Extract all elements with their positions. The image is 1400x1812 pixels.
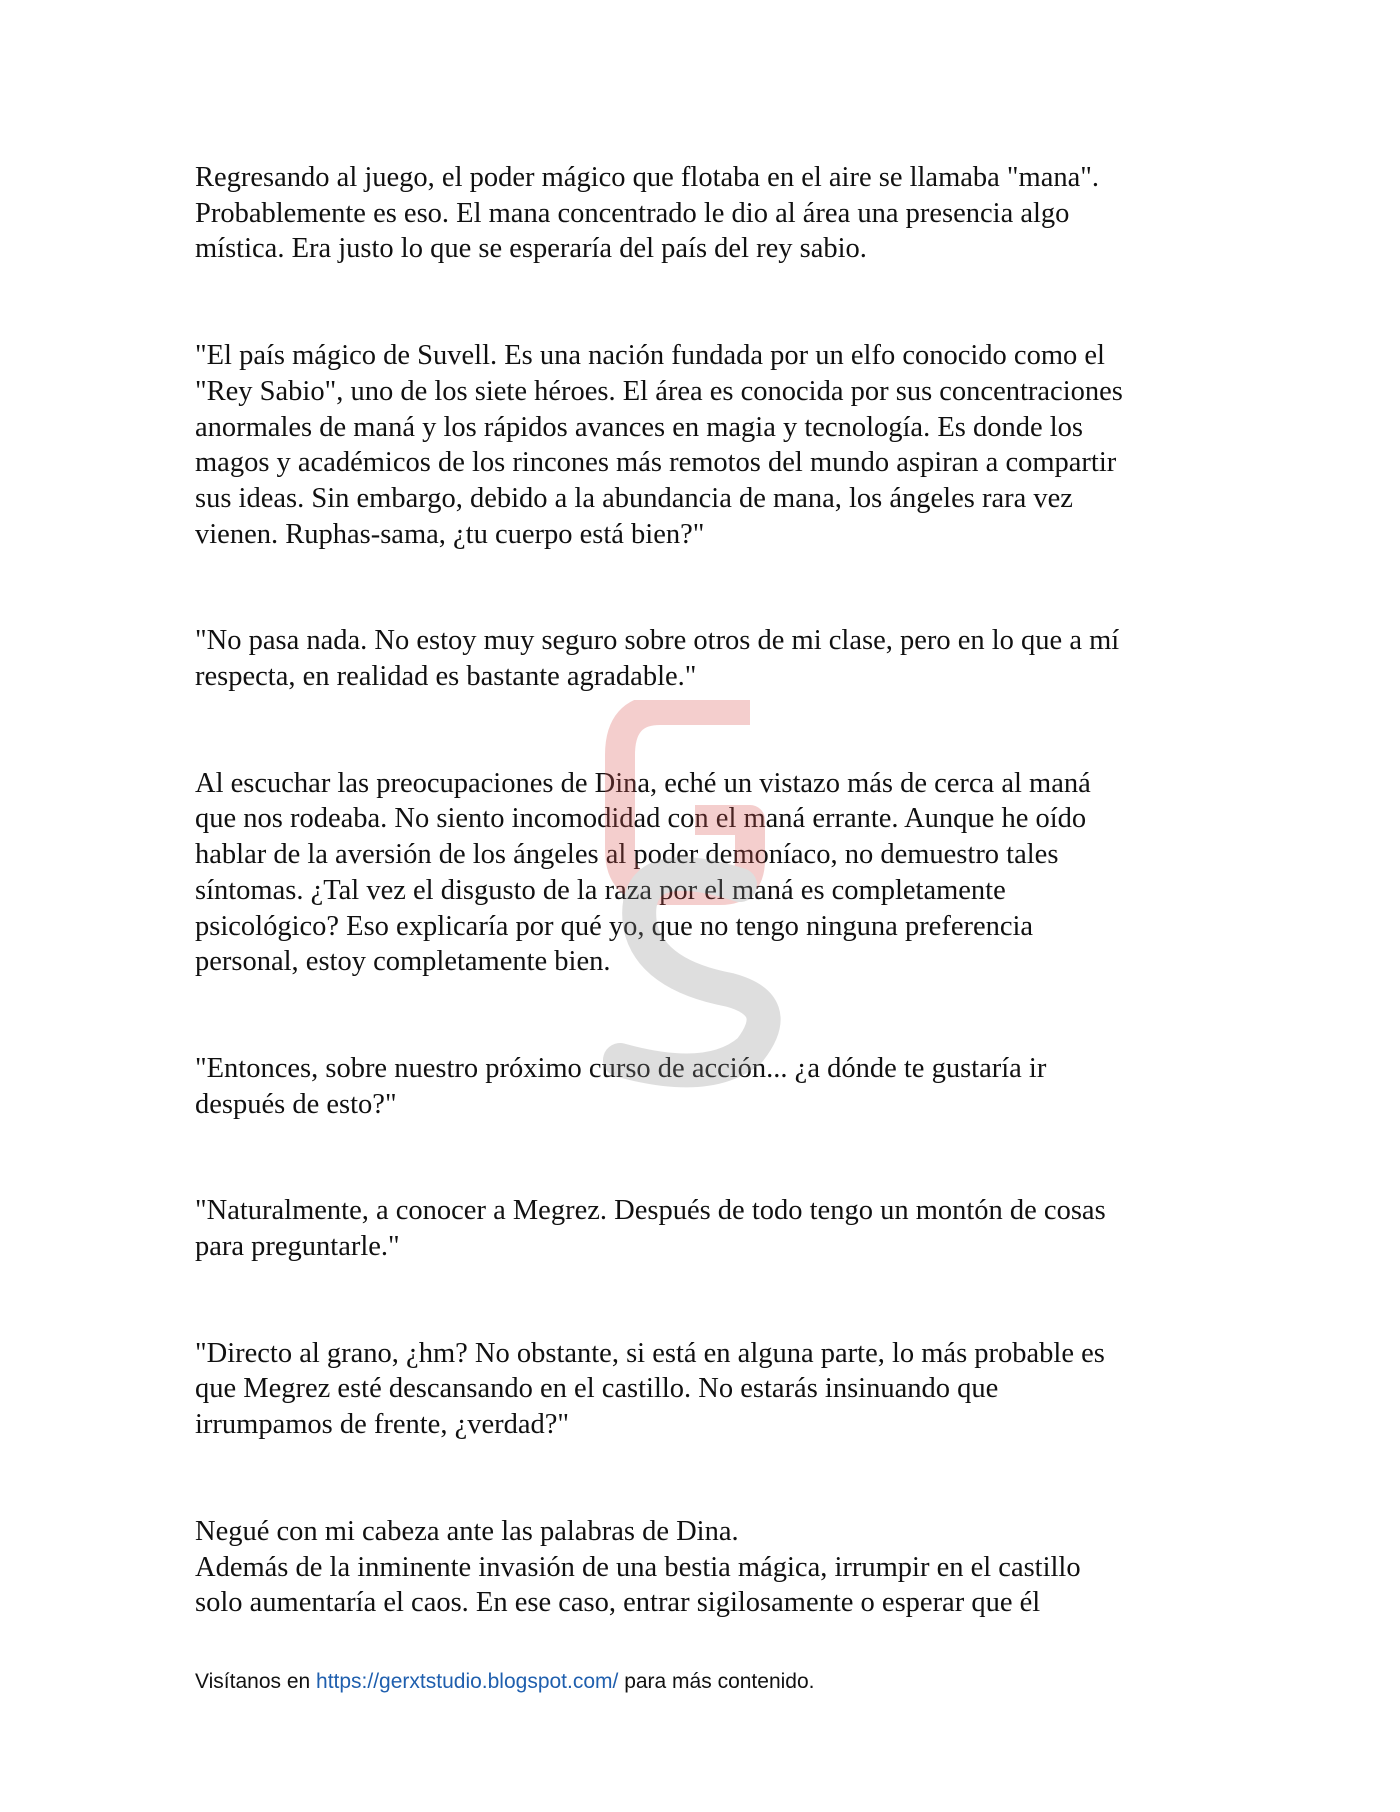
paragraph-gap	[195, 267, 1215, 338]
document-body	[195, 160, 1215, 1621]
footer-suffix: para más contenido.	[618, 1670, 815, 1693]
paragraph-gap	[195, 552, 1215, 623]
paragraph-1: Regresando al juego, el poder mágico que flotaba en el aire se llamaba "mana". Probablemente es eso. El mana concentrado le dio al área una presencia algo mística. Era justo lo que se esperaría del país del rey sabio.	[195, 162, 1100, 265]
paragraph-3: "No pasa nada. No estoy muy seguro sobre otros de mi clase, pero en lo que a mí respecta, en realidad es bastante agradable."	[195, 625, 1120, 693]
paragraph-gap	[195, 1122, 1215, 1193]
paragraph-7: "Directo al grano, ¿hm? No obstante, si está en alguna parte, lo más probable es que Megrez esté descansando en el castillo. No estarás insinuando que irrumpamos de frente, ¿verdad?"	[195, 1337, 1105, 1441]
paragraph-4: Al escuchar las preocupaciones de Dina, eché un vistazo más de cerca al maná que nos rodeaba. No siento incomodidad con el maná errante. Aunque he oído hablar de la aversión de los ángeles al poder demoníaco, no demuestro tales síntomas. ¿Tal vez el disgusto de la raza por el maná es completamente psicológico? Eso explicaría por qué yo, que no tengo ninguna preferencia personal, estoy completamente bien.	[195, 767, 1091, 978]
footer-prefix: Visítanos en	[195, 1670, 317, 1693]
paragraph-gap	[195, 695, 1215, 766]
paragraph-5: "Entonces, sobre nuestro próximo curso de acción... ¿a dónde te gustaría ir después de esto?"	[195, 1052, 1047, 1120]
paragraph-gap	[195, 980, 1215, 1051]
paragraph-6: "Naturalmente, a conocer a Megrez. Después de todo tengo un montón de cosas para preguntarle."	[195, 1195, 1106, 1263]
paragraph-2: "El país mágico de Suvell. Es una nación fundada por un elfo conocido como el "Rey Sabio", uno de los siete héroes. El área es conocida por sus concentraciones anormales de maná y los rápidos avances en magia y tecnología. Es donde los magos y académicos de los rincones más remotos del mundo aspiran a compartir sus ideas. Sin embargo, debido a la abundancia de mana, los ángeles rara vez vienen. Ruphas-sama, ¿tu cuerpo está bien?"	[195, 340, 1123, 550]
footer-link[interactable]: https://gerxtstudio.blogspot.com/	[316, 1670, 619, 1693]
footer	[195, 1670, 814, 1694]
paragraph-gap	[195, 1265, 1215, 1336]
paragraph-8: Negué con mi cabeza ante las palabras de Dina. Además de la inminente invasión de una bestia mágica, irrumpir en el castillo solo aumentaría el caos. En ese caso, entrar sigilosamente o esperar que él	[195, 1515, 1081, 1619]
paragraph-gap	[195, 1443, 1215, 1514]
